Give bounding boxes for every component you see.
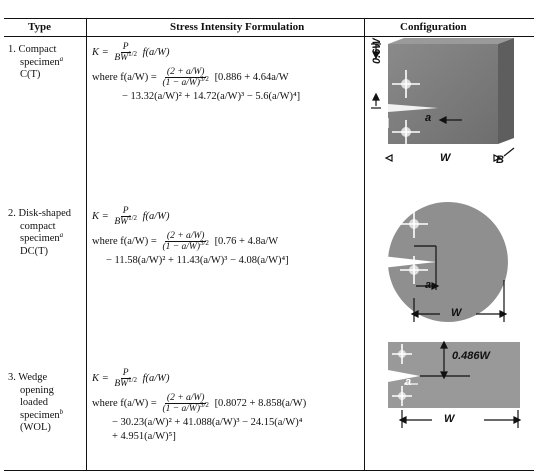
- type-line: C(T): [20, 69, 41, 80]
- type-line: DC(T): [20, 245, 48, 257]
- type-line: 1. Compact: [8, 44, 57, 55]
- k-equals: K =: [92, 210, 109, 222]
- column-divider-2: [364, 18, 365, 470]
- k-equals: K =: [92, 372, 109, 384]
- k-tail: f(a/W): [142, 372, 170, 384]
- g-numerator: (2 + a/W): [166, 67, 205, 77]
- where-label: where f(a/W) =: [92, 235, 157, 247]
- specimen-side-face: [498, 38, 514, 144]
- row1-formula: [92, 42, 300, 104]
- dim-label-w: W: [451, 307, 462, 319]
- g-denominator-exp: 3/2: [199, 75, 209, 83]
- row3-type: [8, 372, 63, 435]
- table-bottom-rule: [4, 470, 534, 471]
- dim-label-w: W: [444, 413, 455, 425]
- k-denominator-exp: 1/2: [128, 376, 138, 384]
- row1-type: [8, 44, 63, 82]
- g-denominator-exp: 3/2: [199, 239, 209, 247]
- type-line: specimen: [20, 409, 60, 421]
- g-fraction: [160, 393, 211, 414]
- g-denominator-exp: 3/2: [199, 401, 209, 409]
- header-type: Type: [28, 21, 52, 33]
- dim-label-0.6w: 0.6W: [371, 38, 383, 64]
- dim-label-a: a: [425, 279, 432, 291]
- row2-formula: [92, 206, 289, 268]
- k-tail: f(a/W): [142, 210, 170, 222]
- column-divider-1: [86, 18, 87, 470]
- dim-label-0.486w: 0.486W: [452, 350, 490, 362]
- k-equals: K =: [92, 46, 109, 58]
- type-line: specimen: [20, 233, 60, 244]
- g-fraction: [160, 231, 211, 252]
- type-line: (WOL): [20, 422, 51, 433]
- dim-label-b: B: [496, 154, 504, 166]
- poly-line-2: − 30.23(a/W)² + 41.088(a/W)³ − 24.15(a/W)⁴: [112, 417, 303, 428]
- dim-label-a: a: [405, 376, 412, 388]
- compact-specimen-figure: [368, 38, 534, 172]
- poly-line-1: [0.8072 + 8.858(a/W): [214, 397, 307, 409]
- k-fraction: [112, 206, 139, 227]
- footnote-mark: a: [59, 231, 64, 239]
- k-denominator: BW: [114, 53, 129, 63]
- where-label: where f(a/W) =: [92, 397, 157, 409]
- k-denominator-exp: 1/2: [128, 214, 138, 222]
- k-numerator: P: [122, 206, 129, 216]
- header-formula: Stress Intensity Formulation: [170, 21, 305, 33]
- type-line: compact: [20, 220, 56, 232]
- where-label: where f(a/W) =: [92, 71, 157, 83]
- footnote-mark: a: [59, 54, 64, 63]
- footnote-mark: b: [59, 407, 64, 416]
- row2-type: [8, 208, 71, 258]
- poly-line-1: [0.886 + 4.64a/W: [214, 71, 289, 83]
- g-numerator: (2 + a/W): [166, 231, 205, 241]
- row3-formula: [92, 368, 306, 444]
- type-line: specimen: [20, 56, 60, 68]
- k-tail: f(a/W): [142, 46, 170, 58]
- header-configuration: Configuration: [400, 21, 467, 33]
- table-top-rule: [4, 18, 534, 19]
- k-fraction: [112, 368, 139, 389]
- k-denominator: BW: [114, 217, 129, 227]
- k-numerator: P: [122, 368, 129, 378]
- table-header-rule: [4, 36, 534, 37]
- g-fraction: [160, 67, 211, 88]
- g-numerator: (2 + a/W): [166, 393, 205, 403]
- poly-line-3: + 4.951(a/W)⁵]: [112, 431, 176, 442]
- k-denominator: BW: [114, 379, 129, 389]
- g-denominator: (1 − a/W): [162, 78, 200, 88]
- k-numerator: P: [122, 42, 129, 52]
- poly-line-1: [0.76 + 4.8a/W: [214, 235, 279, 247]
- dim-label-w: W: [440, 152, 451, 164]
- type-line: opening: [20, 384, 54, 396]
- dim-label-a: a: [425, 112, 432, 124]
- g-denominator: (1 − a/W): [162, 242, 200, 252]
- poly-line-2: − 13.32(a/W)² + 14.72(a/W)³ − 5.6(a/W)⁴]: [122, 91, 301, 102]
- type-line: 2. Disk-shaped: [8, 208, 71, 219]
- g-denominator: (1 − a/W): [162, 404, 200, 414]
- poly-line-2: − 11.58(a/W)² + 11.43(a/W)³ − 4.08(a/W)⁴]: [106, 255, 289, 266]
- type-line: loaded: [20, 397, 48, 408]
- k-denominator-exp: 1/2: [128, 50, 138, 58]
- k-fraction: [112, 42, 139, 63]
- type-line: 3. Wedge: [8, 372, 48, 383]
- specimen-top-face: [388, 38, 514, 44]
